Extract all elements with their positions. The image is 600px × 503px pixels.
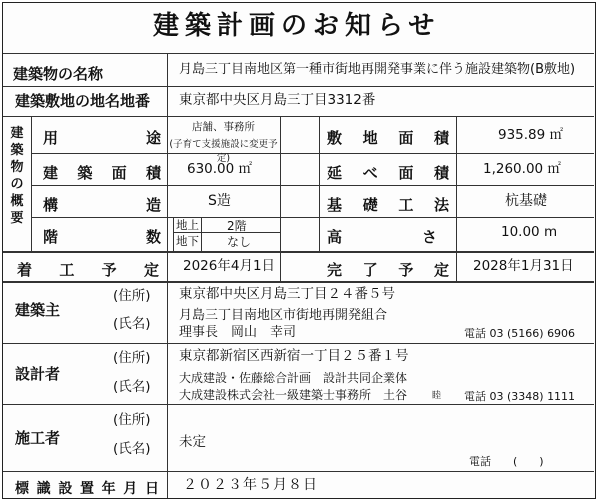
floors-below-label: 地下 [176,234,199,248]
floors-below-value: なし [227,235,252,249]
divider [31,185,594,186]
divider [31,153,594,154]
divider [3,404,594,405]
use-value-line2: (子育て支援施設に変更予定) [169,139,278,164]
designer-phone: 電話 03 (3348) 1111 [464,390,576,403]
divider [3,251,594,253]
divider [3,281,594,283]
designer-name-small: 睦 [432,391,442,401]
designer-role: 設計者 [15,365,61,383]
divider [3,343,594,344]
contractor-name-value: 未定 [179,434,206,450]
contractor-name-label: (氏名) [113,441,151,457]
designer-address-label: (住所) [113,350,151,366]
site-area-value: 935.89 ㎡ [498,127,564,143]
floors-above-label: 地上 [176,218,199,232]
owner-role: 建築主 [15,301,61,319]
foundation-value: 杭基礎 [505,193,547,209]
height-label: 高 さ [327,228,437,246]
posted-value: ２０２３年５月８日 [183,477,318,493]
building-area-value: 630.00 ㎡ [187,161,253,177]
divider [3,471,594,472]
start-label: 着 工 予 定 [17,261,159,279]
divider [167,281,168,471]
designer-name-line1: 大成建設・佐藤総合計画 設計共同企業体 [179,371,408,385]
divider [3,116,594,117]
use-label: 用 途 [43,129,161,147]
divider [31,116,32,251]
use-value [167,119,280,164]
divider [167,471,168,498]
owner-address-label: (住所) [113,288,151,304]
notice-board [2,2,596,499]
completion-label: 完 了 予 定 [327,261,449,279]
divider [31,217,594,218]
designer-name-line2: 大成建設株式会社一級建築士事務所 土谷 [179,388,408,402]
divider [3,86,594,87]
contractor-address-label: (住所) [113,412,151,428]
floor-area-value: 1,260.00 ㎡ [483,161,561,177]
owner-name-line2: 理事長 岡山 幸司 [179,325,297,340]
building-name-value: 月島三丁目南地区第一種市街地再開発事業に伴う施設建築物(B敷地) [179,62,576,77]
posted-label: 標 識 設 置 年 月 日 [15,481,159,497]
structure-label: 構 造 [43,196,161,214]
site-address-value: 東京都中央区月島三丁目3312番 [179,92,376,108]
floor-area-label: 延 べ 面 積 [327,164,449,182]
site-address-label: 建築敷地の地名地番 [15,92,151,110]
owner-address: 東京都中央区月島三丁目２４番５号 [179,286,395,302]
structure-value: S造 [208,193,231,209]
designer-name-label: (氏名) [113,379,151,395]
building-area-label: 建 築 面 積 [43,164,161,182]
divider [201,217,202,251]
divider [167,53,168,116]
owner-name-label: (氏名) [113,316,151,332]
site-area-label: 敷 地 面 積 [327,129,449,147]
start-value: 2026年4月1日 [183,258,276,274]
floors-above-value: 2階 [227,219,247,233]
floors-label: 階 数 [43,228,161,246]
contractor-role: 施工者 [15,429,61,447]
owner-phone: 電話 03 (5166) 6906 [464,327,576,340]
overview-group-label: 建築物の概要 [10,126,24,226]
designer-address: 東京都新宿区西新宿一丁目２５番１号 [179,348,409,364]
owner-name-line1: 月島三丁目南地区市街地再開発組合 [179,308,388,323]
building-name-label: 建築物の名称 [13,65,104,83]
divider [280,116,281,281]
divider [3,53,594,54]
completion-value: 2028年1月31日 [473,258,574,274]
foundation-label: 基 礎 工 法 [327,196,449,214]
height-value: 10.00 m [501,224,558,240]
divider [173,217,174,251]
contractor-phone: 電話 ( ) [469,455,544,468]
divider [456,116,457,281]
divider [319,116,320,251]
notice-title: 建築計画のお知らせ [153,11,441,41]
use-value-line1: 店舗、事務所 [192,121,255,133]
